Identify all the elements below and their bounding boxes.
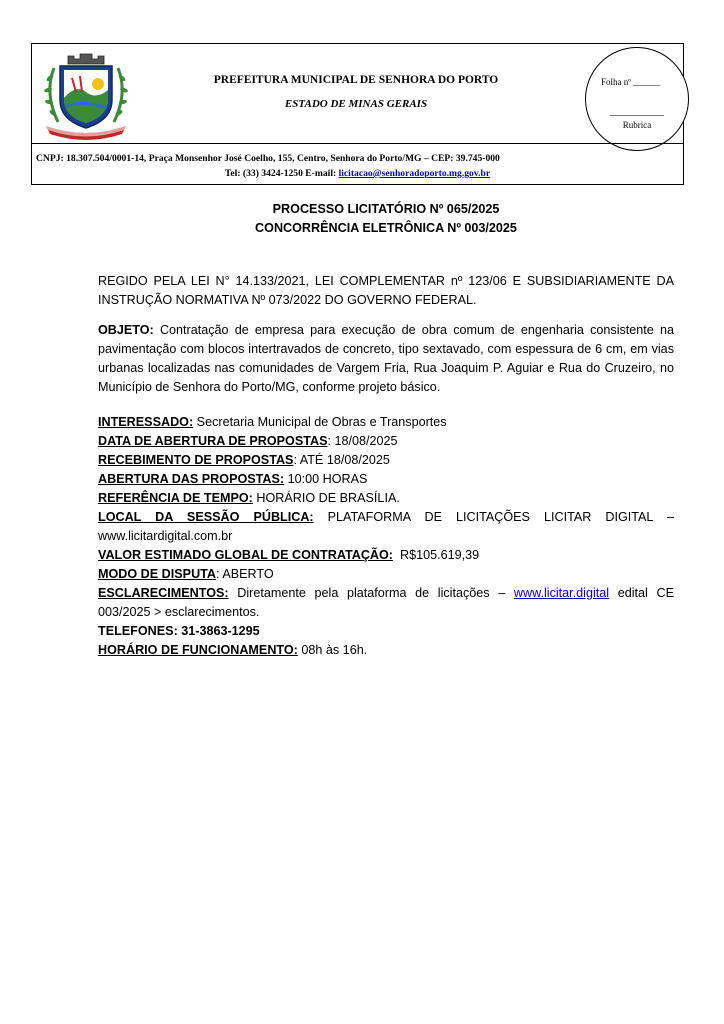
- local-label: LOCAL DA SESSÃO PÚBLICA:: [98, 510, 314, 524]
- modo-row: [98, 565, 674, 584]
- tel-text: Tel: (33) 3424-1250 E-mail:: [224, 168, 339, 179]
- modo-value: : ABERTO: [216, 567, 274, 581]
- interessado-label: INTERESSADO:: [98, 415, 194, 429]
- signature-line: [610, 115, 664, 116]
- abertura-row: [98, 470, 674, 489]
- abertura-label: ABERTURA DAS PROPOSTAS:: [98, 472, 285, 486]
- folha-label: Folha nº ______: [601, 77, 661, 87]
- legal-basis-paragraph: REGIDO PELA LEI N° 14.133/2021, LEI COMPLEMENTAR nº 123/06 E SUBSIDIARIAMENTE DA INSTRUÇÃO NORMATIVA Nº 073/2022 DO GOVERNO FEDERAL.: [98, 274, 674, 307]
- tender-details: [98, 413, 674, 660]
- tel-email-line: [32, 168, 683, 179]
- objeto-text: Contratação de empresa para execução de obra comum de engenharia consistente na pavimentação com blocos intertravados de concreto, tipo sextavado, com espessura de 6 cm, em vias urbanas localizadas nas comunidades de Vargem Fria, Rua Joaquim P. Aguiar e Rua do Cruzeiro, no Município de Senhora do Porto/MG, conforme projeto básico.: [98, 323, 674, 394]
- horario-value: 08h às 16h.: [297, 643, 368, 657]
- data-abertura-value: : 18/08/2025: [327, 434, 398, 448]
- data-abertura-label: DATA DE ABERTURA DE PROPOSTAS: [98, 434, 328, 448]
- valor-label: VALOR ESTIMADO GLOBAL DE CONTRATAÇÃO:: [98, 548, 394, 562]
- referencia-label: REFERÊNCIA DE TEMPO:: [98, 491, 253, 505]
- folha-stamp: [585, 47, 689, 151]
- municipal-crest-icon: [38, 48, 134, 140]
- referencia-value: HORÁRIO DE BRASÍLIA.: [252, 491, 400, 505]
- horario-label: HORÁRIO DE FUNCIONAMENTO:: [98, 643, 298, 657]
- document-title: [0, 200, 724, 238]
- esclarecimentos-pre: Diretamente pela plataforma de licitações –: [228, 586, 514, 600]
- municipality-title: PREFEITURA MUNICIPAL DE SENHORA DO PORTO: [213, 74, 499, 86]
- process-number-heading: PROCESSO LICITATÓRIO Nº 065/2025: [272, 202, 500, 216]
- letterhead: [31, 43, 684, 144]
- objeto-paragraph: [98, 321, 674, 397]
- modo-label: MODO DE DISPUTA: [98, 567, 217, 581]
- recebimento-label: RECEBIMENTO DE PROPOSTAS: [98, 453, 294, 467]
- esclarecimentos-label: ESCLARECIMENTOS:: [98, 586, 229, 600]
- state-subtitle: ESTADO DE MINAS GERAIS: [284, 98, 428, 110]
- interessado-value: Secretaria Municipal de Obras e Transportes: [193, 415, 447, 429]
- rubrica-label: Rubrica: [622, 120, 652, 130]
- telefones-row: TELEFONES: 31-3863-1295: [98, 624, 260, 638]
- valor-row: [98, 546, 674, 565]
- local-row: [98, 508, 674, 546]
- email-link[interactable]: licitacao@senhoradoporto.mg.gov.br: [338, 168, 491, 179]
- esclarecimentos-row: [98, 584, 674, 622]
- horario-row: [98, 641, 674, 660]
- recebimento-row: [98, 451, 674, 470]
- licitar-digital-link[interactable]: www.licitar.digital: [513, 586, 610, 600]
- contact-info-box: [31, 143, 684, 185]
- cnpj-address-line: CNPJ: 18.307.504/0001-14, Praça Monsenhor José Coelho, 155, Centro, Senhora do Porto/MG – CEP: 39.745-000: [36, 153, 500, 164]
- local-value: PLATAFORMA DE LICITAÇÕES LICITAR DIGITAL – www.licitardigital.com.br: [98, 510, 674, 543]
- esclarecimentos-post: edital CE 003/2025 > esclarecimentos.: [98, 586, 674, 619]
- valor-value: R$105.619,39: [393, 548, 480, 562]
- abertura-value: 10:00 HORAS: [284, 472, 368, 486]
- interessado-row: [98, 413, 674, 432]
- referencia-row: [98, 489, 674, 508]
- recebimento-value: : ATÉ 18/08/2025: [293, 453, 390, 467]
- concorrencia-heading: CONCORRÊNCIA ELETRÔNICA Nº 003/2025: [255, 221, 517, 235]
- data-abertura-row: [98, 432, 674, 451]
- objeto-label: OBJETO:: [98, 323, 154, 337]
